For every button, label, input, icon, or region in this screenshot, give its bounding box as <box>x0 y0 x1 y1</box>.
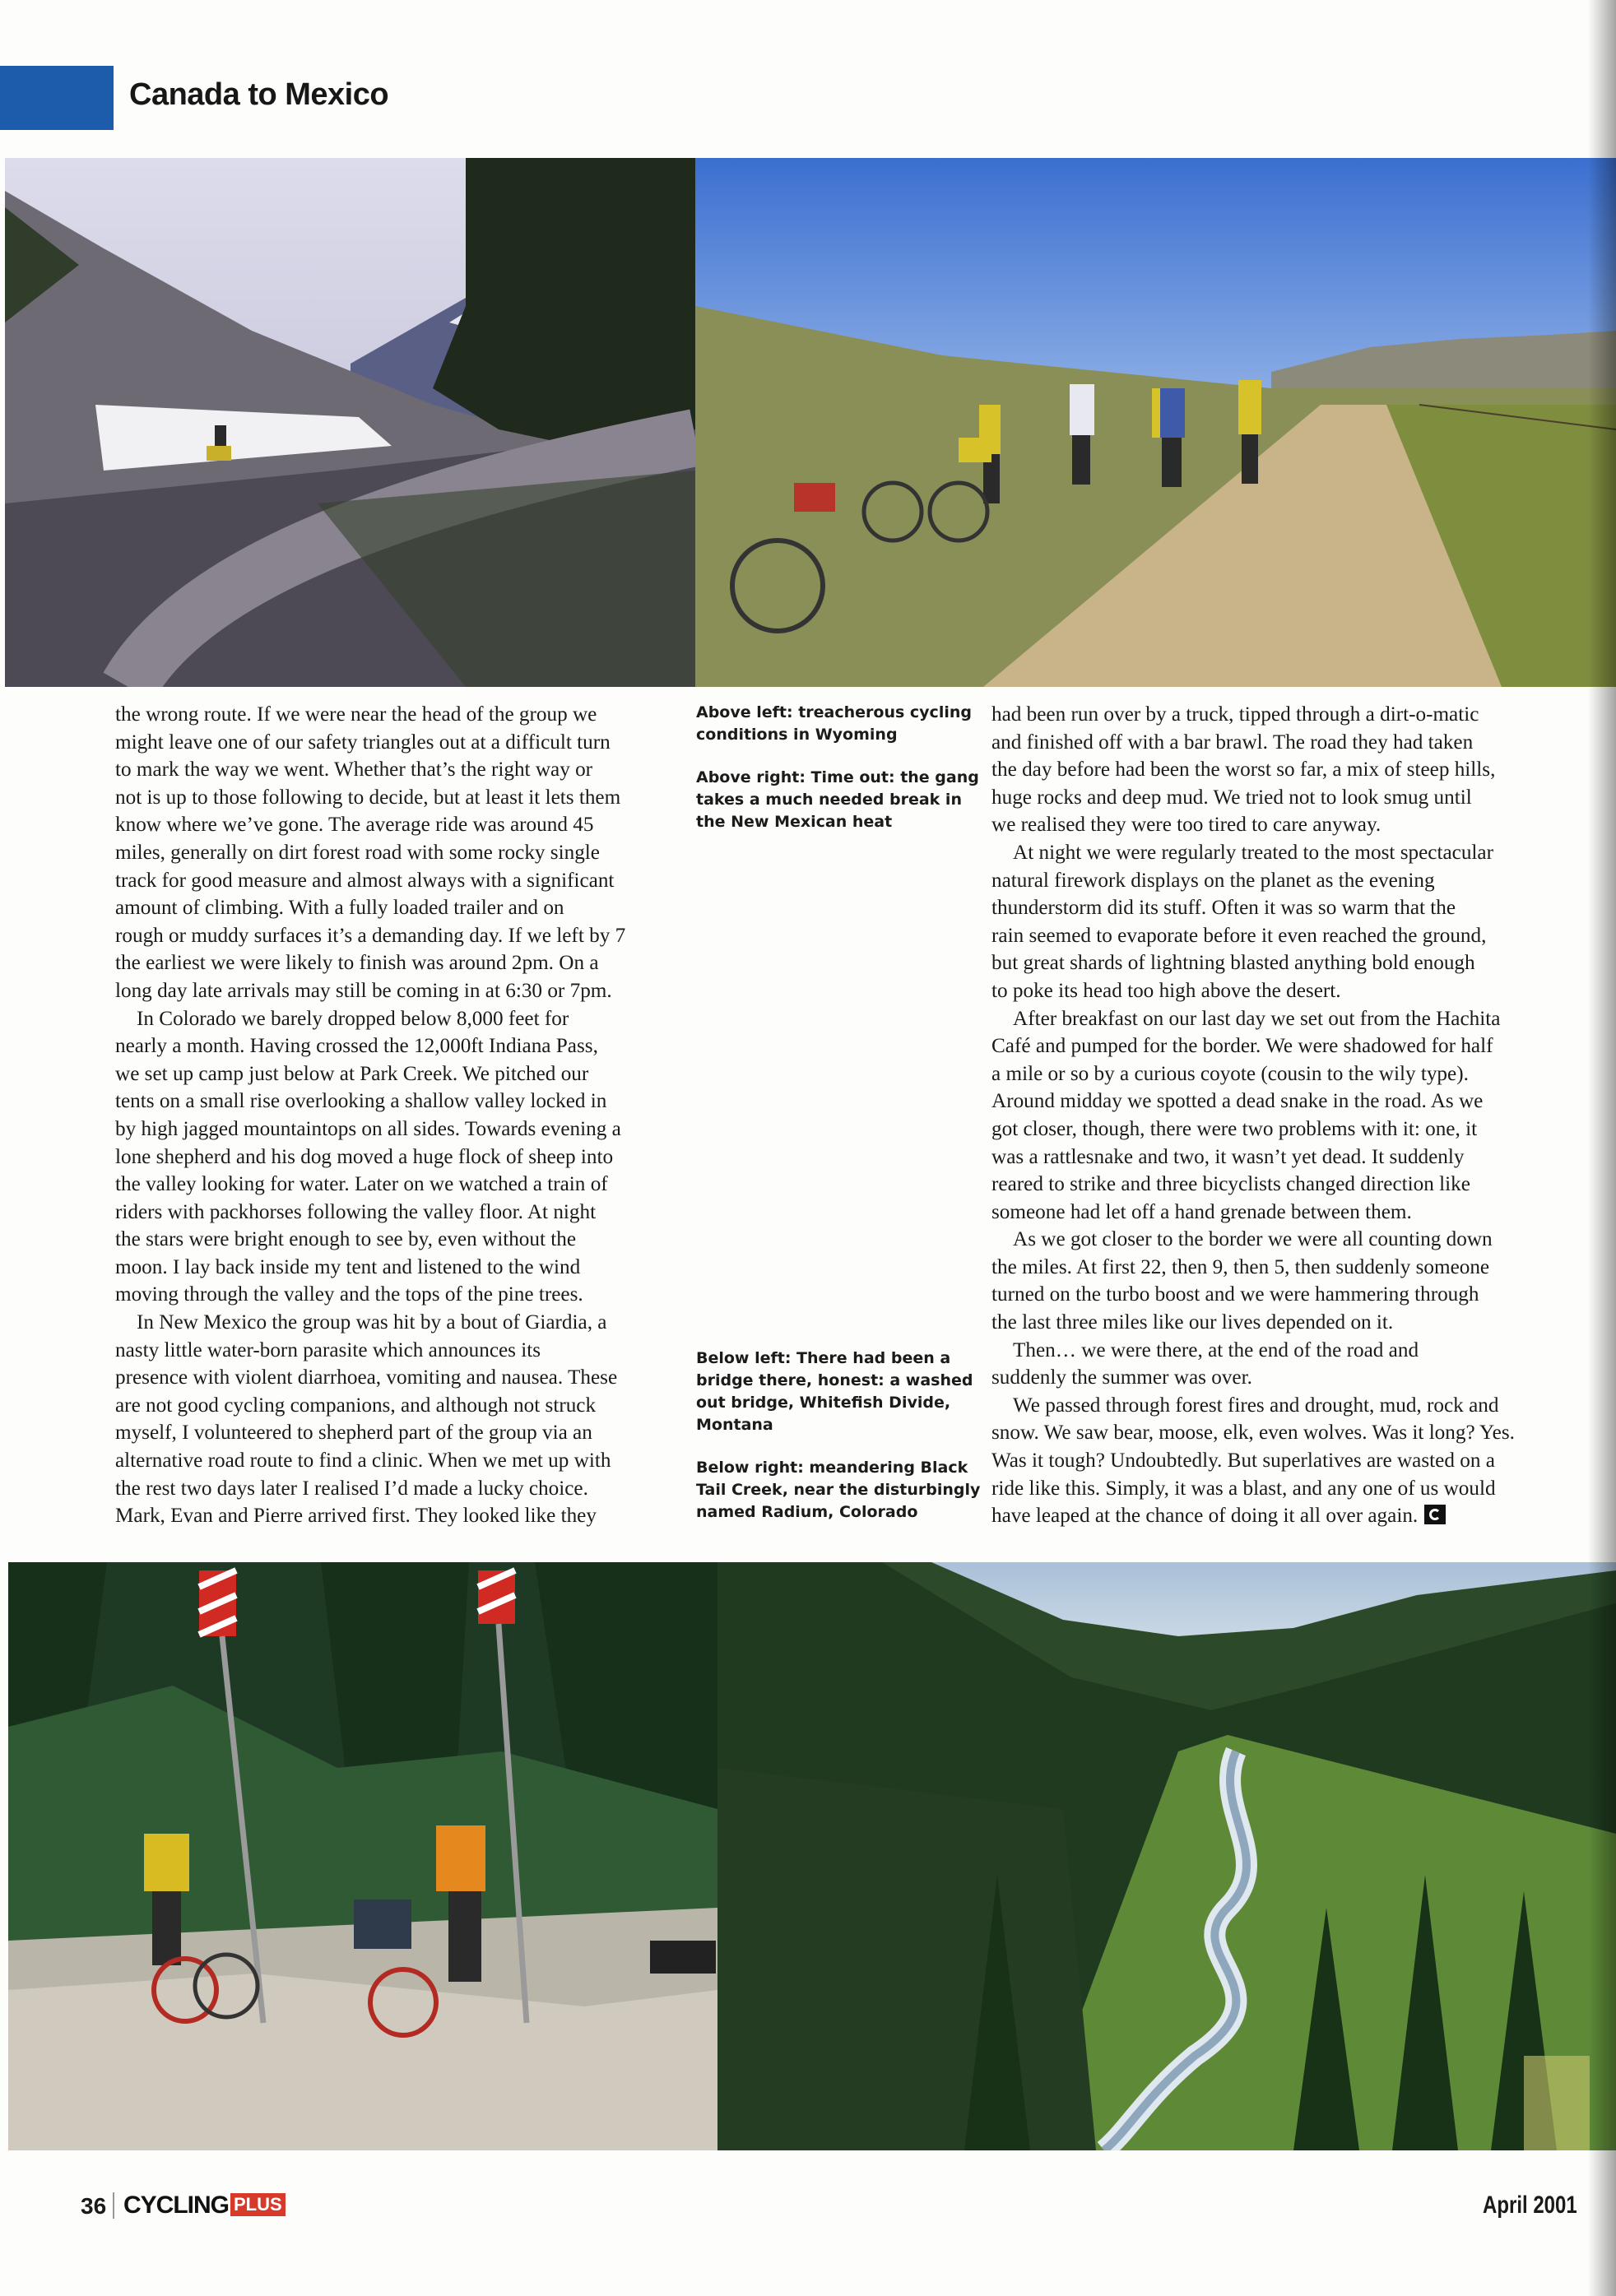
body-line: alternative road route to find a clinic. When we met up with <box>115 1449 611 1473</box>
body-line: turned on the turbo boost and we were hammering through <box>991 1283 1479 1306</box>
body-line: riders with packhorses following the valley floor. At night <box>115 1200 597 1223</box>
body-line: natural firework displays on the planet as the evening <box>991 869 1435 892</box>
photo-bottom-right-creek-valley <box>717 1562 1616 2150</box>
body-line: suddenly the summer was over. <box>991 1366 1252 1389</box>
body-line: we set up camp just below at Park Creek. We pitched our <box>115 1062 589 1085</box>
body-line: reared to strike and three bicyclists changed direction like <box>991 1173 1470 1196</box>
body-line: the rest two days later I realised I’d made a lucky choice. <box>115 1477 588 1500</box>
body-line: huge rocks and deep mud. We tried not to look smug until <box>991 786 1472 809</box>
caption-line: Montana <box>696 1416 773 1434</box>
caption-line: bridge there, honest: a washed <box>696 1371 973 1389</box>
body-line: snow. We saw bear, moose, elk, even wolves. Was it long? Yes. <box>991 1422 1515 1445</box>
body-line: thunderstorm did its stuff. Often it was so warm that the <box>991 897 1456 920</box>
body-line: know where we’ve gone. The average ride was around 45 <box>115 814 594 837</box>
issue-date: April 2001 <box>1483 2192 1577 2219</box>
caption-line: Above right: Time out: the gang <box>696 768 979 786</box>
body-line: ride like this. Simply, it was a blast, and any one of us would <box>991 1477 1496 1500</box>
section-color-tab <box>0 66 114 130</box>
body-line: the earliest we were likely to finish was around 2pm. On a <box>115 952 599 975</box>
body-line: Mark, Evan and Pierre arrived first. They looked like they <box>115 1505 597 1528</box>
body-line: the wrong route. If we were near the head of the group we <box>115 703 597 726</box>
caption-line: the New Mexican heat <box>696 813 893 831</box>
body-line: Around midday we spotted a dead snake in the road. As we <box>991 1090 1484 1113</box>
body-line: the last three miles like our lives depended on it. <box>991 1311 1394 1334</box>
body-line-text: have leaped at the chance of doing it all over again. <box>991 1505 1419 1528</box>
body-line: not is up to those following to decide, but at least it lets them <box>115 786 621 809</box>
body-line: moon. I lay back inside my tent and listened to the wind <box>115 1255 581 1278</box>
page-number: 36 <box>81 2193 107 2219</box>
photo-top-left-mountain-road <box>5 158 695 687</box>
caption-line: out bridge, Whitefish Divide, <box>696 1394 951 1412</box>
caption-line: Below left: There had been a <box>696 1349 951 1367</box>
article-end-mark-icon <box>1424 1505 1446 1524</box>
body-line: moving through the valley and the tops of the pine trees. <box>115 1283 583 1306</box>
body-line: the miles. At first 22, then 9, then 5, then suddenly someone <box>991 1255 1490 1278</box>
body-line: tents on a small rise overlooking a shallow valley locked in <box>115 1090 607 1113</box>
body-line: miles, generally on dirt forest road with some rocky single <box>115 841 600 864</box>
caption-below-right <box>696 1457 980 1524</box>
body-line: got closer, though, there were two problems with it: one, it <box>991 1117 1478 1140</box>
body-line: someone had let off a hand grenade between them. <box>991 1200 1412 1223</box>
footer-divider <box>113 2192 114 2219</box>
body-line: we realised they were too tired to care anyway. <box>991 814 1381 837</box>
caption-above-right <box>696 767 979 833</box>
body-line: the day before had been the worst so far, a mix of steep hills, <box>991 758 1496 782</box>
body-line: At night we were regularly treated to the most spectacular <box>1013 841 1493 864</box>
body-line: a mile or so by a curious coyote (cousin to the wily type). <box>991 1062 1469 1085</box>
body-line: Was it tough? Undoubtedly. But superlatives are wasted on a <box>991 1449 1495 1473</box>
body-line: the valley looking for water. Later on we watched a train of <box>115 1173 608 1196</box>
magazine-logo <box>123 2192 286 2219</box>
body-line: track for good measure and almost always with a significant <box>115 869 615 892</box>
article-body-column-right <box>991 701 1559 1530</box>
section-title: Canada to Mexico <box>129 77 389 112</box>
body-line: but great shards of lightning blasted anything bold enough <box>991 952 1475 975</box>
body-line: are not good cycling companions, and although not struck <box>115 1394 597 1417</box>
body-line: lone shepherd and his dog moved a huge flock of sheep into <box>115 1145 614 1168</box>
caption-line: conditions in Wyoming <box>696 726 898 744</box>
magazine-name: CYCLING <box>123 2192 229 2219</box>
body-line: and finished off with a bar brawl. The road they had taken <box>991 731 1474 754</box>
body-line: In Colorado we barely dropped below 8,000 feet for <box>137 1007 569 1030</box>
caption-line: named Radium, Colorado <box>696 1503 918 1521</box>
body-line: had been run over by a truck, tipped through a dirt-o-matic <box>991 703 1479 726</box>
body-line: might leave one of our safety triangles out at a difficult turn <box>115 731 611 754</box>
magazine-name-badge: PLUS <box>230 2193 286 2216</box>
body-line: by high jagged mountaintops on all sides. Towards evening a <box>115 1117 621 1140</box>
body-line: to mark the way we went. Whether that’s the right way or <box>115 758 593 782</box>
caption-line: Above left: treacherous cycling <box>696 703 972 721</box>
photo-bottom-left-washed-out-bridge <box>8 1562 717 2150</box>
body-line: After breakfast on our last day we set out from the Hachita <box>1013 1007 1501 1030</box>
body-line: presence with violent diarrhoea, vomiting and nausea. These <box>115 1366 618 1389</box>
caption-below-left <box>696 1347 973 1436</box>
body-line: rough or muddy surfaces it’s a demanding day. If we left by 7 <box>115 924 626 947</box>
photo-top-right-group-break <box>695 158 1616 687</box>
body-line: long day late arrivals may still be coming in at 6:30 or 7pm. <box>115 979 612 1002</box>
caption-line: Below right: meandering Black <box>696 1459 968 1477</box>
caption-above-left <box>696 702 972 746</box>
article-body-column-left <box>115 701 683 1530</box>
body-line <box>991 1502 1559 1530</box>
body-line: As we got closer to the border we were all counting down <box>1013 1228 1493 1251</box>
body-line: nearly a month. Having crossed the 12,000ft Indiana Pass, <box>115 1035 598 1058</box>
body-line: In New Mexico the group was hit by a bout of Giardia, a <box>137 1311 607 1334</box>
page-edge-shadow <box>1588 0 1616 2296</box>
body-line: rain seemed to evaporate before it even reached the ground, <box>991 924 1487 947</box>
body-line: nasty little water-born parasite which announces its <box>115 1338 541 1361</box>
body-line: amount of climbing. With a fully loaded trailer and on <box>115 897 564 920</box>
body-line: Then… we were there, at the end of the road and <box>1013 1338 1419 1361</box>
body-line: We passed through forest fires and drought, mud, rock and <box>1013 1394 1499 1417</box>
caption-line: takes a much needed break in <box>696 791 962 809</box>
body-line: Café and pumped for the border. We were shadowed for half <box>991 1035 1493 1058</box>
body-line: was a rattlesnake and two, it wasn’t yet dead. It suddenly <box>991 1145 1465 1168</box>
body-line: to poke its head too high above the desert. <box>991 979 1341 1002</box>
body-line: the stars were bright enough to see by, even without the <box>115 1228 577 1251</box>
caption-line: Tail Creek, near the disturbingly <box>696 1481 981 1499</box>
body-line: myself, I volunteered to shepherd part of the group via an <box>115 1422 592 1445</box>
